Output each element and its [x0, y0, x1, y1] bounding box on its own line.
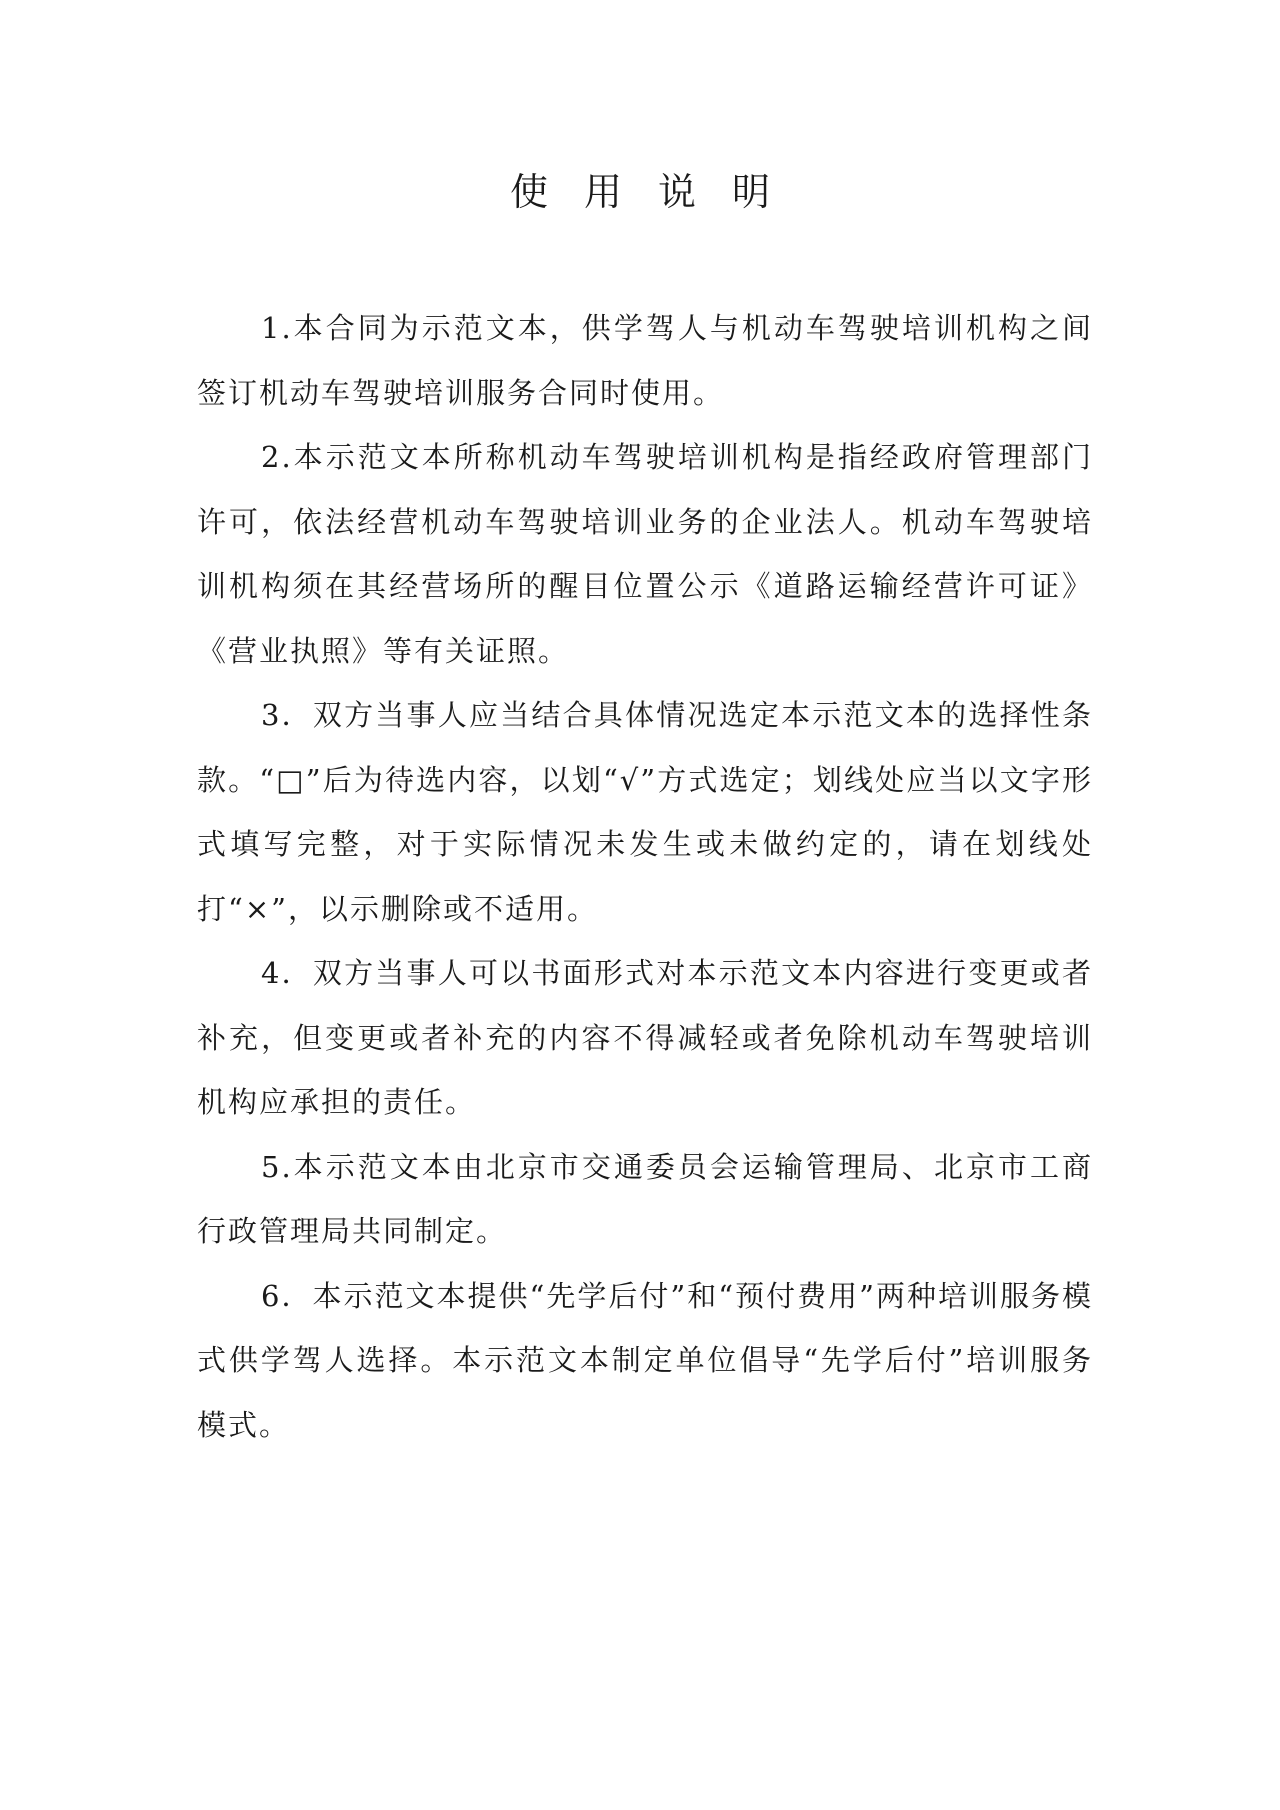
paragraph-2: 2.本示范文本所称机动车驾驶培训机构是指经政府管理部门许可，依法经营机动车驾驶培训业务的企业法人。机动车驾驶培训机构须在其经营场所的醒目位置公示《道路运输经营许可证》《营业执照》等有关证照。 [197, 440, 1093, 668]
paragraph-5: 5.本示范文本由北京市交通委员会运输管理局、北京市工商行政管理局共同制定。 [197, 1149, 1093, 1248]
paragraph-3: 3．双方当事人应当结合具体情况选定本示范文本的选择性条款。“□”后为待选内容，以划“√”方式选定；划线处应当以文字形式填写完整，对于实际情况未发生或未做约定的，请在划线处打“×”，以示删除或不适用。 [197, 698, 1093, 926]
page-title: 使用说明 [509, 170, 806, 214]
paragraph-1: 1.本合同为示范文本，供学驾人与机动车驾驶培训机构之间签订机动车驾驶培训服务合同时使用。 [197, 311, 1093, 410]
paragraph-4: 4．双方当事人可以书面形式对本示范文本内容进行变更或者补充，但变更或者补充的内容不得减轻或者免除机动车驾驶培训机构应承担的责任。 [197, 956, 1093, 1119]
paragraph-6: 6．本示范文本提供“先学后付”和“预付费用”两种培训服务模式供学驾人选择。本示范文本制定单位倡导“先学后付”培训服务模式。 [197, 1278, 1093, 1442]
document-body [197, 296, 1093, 1457]
